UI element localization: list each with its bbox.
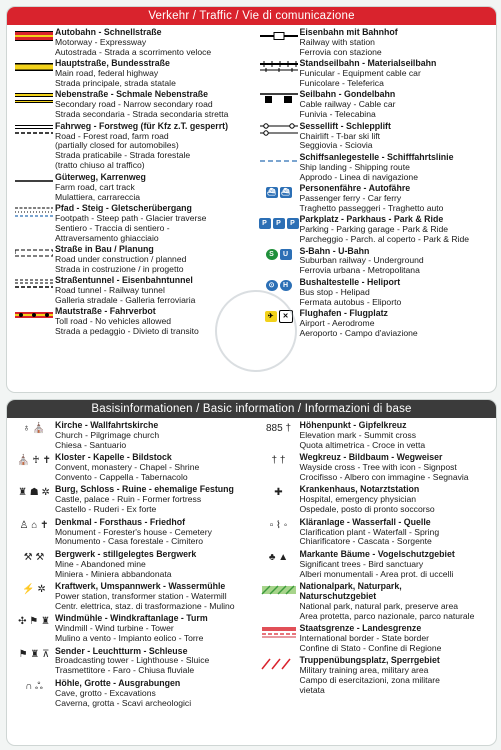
legend-title: Höhenpunkt - Gipfelkreuz [299,420,407,430]
trees-icon [258,551,300,565]
legend-title: Kirche - Wallfahrtskirche [55,420,159,430]
legend-text [55,276,248,306]
legend-title: Truppenübungsplatz, Sperrgebiet [299,655,440,666]
legend-text [55,59,248,89]
convent-icon [13,454,55,468]
legend-line: Parcheggio - Parch. al coperto - Park & Ride [299,234,470,245]
chairlift-icon [258,123,300,137]
monument-glyph-icon: ♙ ⌂ ✝ [19,519,49,531]
legend-line: Miniera - Miniera abbandonata [55,568,172,579]
legend-row-hospital [258,485,493,515]
legend-line: Convent, monastery - Chapel - Shrine [55,462,200,473]
legend-row-sbahn [258,247,493,277]
cave-icon [13,680,55,694]
legend-line: Ferrovia con stazione [299,46,382,57]
legend-title: Kloster - Kapelle - Bildstock [55,452,172,463]
legend-title: Mautstraße - Fahrverbot [55,306,156,317]
monument-icon [13,519,55,533]
legend-text [300,518,493,548]
parking-garage-icon: P [273,218,285,229]
border-icon [258,625,300,639]
legend-row-park [258,582,493,622]
basic-info-header: Basisinformationen / Basic information / Informazioni di base [7,400,496,418]
legend-text [300,309,493,339]
legend-text [300,656,493,696]
legend-row-bus [258,278,493,308]
legend-line: Road under construction / planned [55,253,187,264]
legend-line: Passenger ferry - Car ferry [299,193,402,203]
legend-row-mine [13,550,248,580]
legend-row-military [258,656,493,696]
legend-row-power [13,582,248,612]
road-icon [13,123,55,137]
legend-title: Wegkreuz - Bildbaum - Wegweiser [299,452,443,463]
legend-row-convent [13,453,248,483]
legend-line: Ship landing - Shipping route [299,161,410,172]
legend-row-trees [258,550,493,580]
legend-line: Farm road, cart track [55,181,135,192]
legend-line: (tratto chiuso al traffico) [55,160,145,171]
legend-text [55,679,248,709]
legend-row-motorway [13,28,248,58]
legend-title: S-Bahn - U-Bahn [299,245,370,256]
legend-line: Strada praticabile - Strada forestale [55,150,191,161]
legend-text [300,624,493,654]
ship-icon [258,154,300,168]
legend-line: Campo di esercitazioni, zona militare [299,675,440,686]
legend-title: Straße in Bau / Planung [55,244,154,255]
bus-stop-icon: ⊙ [266,280,278,291]
power-glyph-icon: ⚡ ✲ [22,584,46,596]
legend-title: Güterweg, Karrenweg [55,171,146,182]
legend-line: Mulino a vento - Impianto eolico - Torre [55,633,204,644]
windmill-icon [13,615,55,629]
legend-row-windmill [13,614,248,644]
hospital-icon [258,486,300,500]
legend-title: Personenfähre - Autofähre [299,183,411,194]
legend-line: Suburban railway - Underground [299,255,424,266]
legend-line: Strada principale, strada statale [55,78,176,89]
legend-title: Markante Bäume - Vogelschutzgebiet [299,548,455,559]
legend-line: Crocifisso - Albero con immagine - Segnavia [299,472,469,483]
legend-line: International border - State border [299,633,429,644]
legend-line: Caverna, grotta - Scavi archeologici [55,697,192,708]
legend-title: Nationalpark, Naturpark, [299,581,402,592]
legend-row-clarification [258,518,493,548]
legend-row-ferry [258,184,493,214]
basic-left-column [7,421,252,711]
legend-line: Confine di Stato - Confine di Regione [299,643,442,654]
legend-row-sender [13,647,248,677]
legend-title: Kläranlage - Wasserfall - Quelle [299,516,431,527]
legend-title: Fahrweg - Forstweg (für Kfz z.T. gesperrt) [55,120,229,131]
legend-line: National park, natural park, preserve area [299,600,459,611]
legend-line: Significant trees - Bird sanctuary [299,558,424,569]
legend-line: Military training area, military area [299,665,429,676]
legend-line: Clarification plant - Waterfall - Spring [299,526,440,537]
convent-glyph-icon: ⛪ ♰ ✝ [17,455,51,467]
legend-text [55,453,248,483]
legend-row-toll [13,307,248,337]
legend-row-cablecar [258,90,493,120]
legend-text [55,550,248,580]
legend-line: Footpath - Steep path - Glacier traverse [55,212,207,223]
traffic-header: Verkehr / Traffic / Vie di comunicazione [7,7,496,25]
legend-line: Power station, transformer station - Watermill [55,591,227,601]
airfield-icon: ✕ [279,310,293,323]
legend-text [55,518,248,548]
parking-icon: P [259,218,271,229]
legend-line: Attraversamento ghiacciaio [55,232,159,243]
legend-row-funicular [258,59,493,89]
legend-title: Windmühle - Windkraftanlage - Turm [55,613,208,624]
legend-line: Ospedale, posto di pronto soccorso [299,504,435,515]
wayside-glyph-icon: † † [271,455,286,467]
legend-line: Aeroporto - Campo d'aviazione [299,327,418,338]
legend-text [300,247,493,277]
legend-row-tunnel [13,276,248,306]
motorway-icon [13,29,55,43]
sender-icon [13,648,55,662]
legend-row-parking [258,215,493,245]
basic-info-legend-panel [6,399,497,746]
legend-line: Monumento - Casa forestale - Cimitero [55,536,204,547]
legend-title: Parkplatz - Parkhaus - Park & Ride [299,214,444,225]
legend-row-mainroad [13,59,248,89]
sbahn-icon [258,248,300,262]
secondary-icon [13,91,55,105]
legend-line: Hospital, emergency physician [299,494,417,505]
legend-line: Railway with station [299,36,375,47]
church-glyph-icon: ♁ ⛪ [22,423,46,434]
ferry-icon [258,185,300,199]
legend-line: Road - Forest road, farm road [55,130,169,141]
legend-line: Quota altimetrica - Croce in vetta [299,439,426,450]
legend-text [55,122,248,172]
car-ferry-icon: ⛴ [281,188,290,196]
legend-title: Pfad - Steig - Gletscherübergang [55,202,192,213]
railway-icon [258,29,300,43]
toll-icon [13,308,55,322]
wayside-icon [258,454,300,468]
legend-line: Fermata autobus - Eliporto [299,296,402,307]
legend-line: Castle, palace - Ruin - Former fortress [55,494,202,505]
legend-text [300,90,493,120]
legend-title: Straßentunnel - Eisenbahntunnel [55,275,193,286]
legend-line: Centr. elettrica, staz. di trasformazione - Mulino [55,600,235,611]
windmill-glyph-icon: ✣ ⚑ ♜ [18,616,50,628]
legend-title: Flughafen - Flugplatz [299,307,388,318]
legend-line: Chiesa - Santuario [55,439,127,450]
legend-line: Parking - Parking garage - Park & Ride [299,224,449,235]
legend-line: Chiarificatore - Cascata - Sorgente [299,536,432,547]
legend-line: Galleria stradale - Galleria ferroviaria [55,295,196,306]
traffic-right-column [252,28,497,340]
legend-line: Secondary road - Narrow secondary road [55,99,213,110]
sender-glyph-icon: ⚑ ♜ ⊼ [18,648,50,660]
legend-line: Seggiovia - Sciovia [299,140,373,151]
legend-line: Funicular - Equipment cable car [299,68,421,79]
legend-text [300,215,493,245]
legend-title: Bergwerk - stillgelegtes Bergwerk [55,548,197,559]
peak-glyph-icon: 885 † [265,423,292,434]
legend-line: Wayside cross - Tree with icon - Signpost [299,462,457,473]
legend-text [55,582,248,612]
legend-text [300,582,493,622]
legend-line: Main road, federal highway [55,68,159,79]
legend-title: Schiffsanlegestelle - Schifffahrtslinie [299,151,454,162]
legend-line: Strada a pedaggio - Divieto di transito [55,326,199,337]
legend-text [55,90,248,120]
legend-row-wayside [258,453,493,483]
legend-title: Burg, Schloss - Ruine - ehemalige Festung [55,484,234,495]
legend-line: Cable railway - Cable car [299,99,396,110]
legend-text [55,614,248,644]
legend-text [55,485,248,515]
legend-text [300,485,493,515]
legend-line: Naturschutzgebiet [299,591,377,601]
legend-title: Denkmal - Forsthaus - Friedhof [55,516,186,527]
farm-icon [13,174,55,188]
legend-line: Alberi monumentali - Area prot. di uccelli [299,568,454,579]
legend-line: Chairlift - T-bar ski lift [299,130,381,141]
tunnel-icon [13,277,55,291]
castle-glyph-icon: ♜ ☗ ✲ [18,487,50,499]
legend-title: Nebenstraße - Schmale Nebenstraße [55,89,209,100]
legend-title: Eisenbahn mit Bahnhof [299,27,398,37]
legend-row-castle [13,485,248,515]
legend-line: Approdo - Linea di navigazione [299,171,418,182]
mine-icon [13,551,55,565]
legend-line: Convento - Cappella - Tabernacolo [55,472,188,483]
legend-title: Kraftwerk, Umspannwerk - Wassermühle [55,581,226,592]
legend-text [300,59,493,89]
basic-right-column [252,421,497,711]
legend-line: Broadcasting tower - Lighthouse - Sluice [55,655,210,666]
legend-title: Bushaltestelle - Heliport [299,276,401,287]
globe-watermark-icon [215,290,297,372]
legend-line: Mulattiera, carrareccia [55,191,141,202]
ubahn-icon: U [280,249,292,260]
power-icon [13,583,55,597]
legend-line: vietata [299,685,325,696]
legend-text [300,550,493,580]
legend-line: Toll road - No vehicles allowed [55,316,172,327]
legend-text [55,204,248,244]
legend-title: Hauptstraße, Bundesstraße [55,58,170,69]
legend-text [55,173,248,203]
legend-row-railway [258,28,493,58]
legend-text [300,153,493,183]
church-icon [13,422,55,436]
legend-line: Area protetta, parco nazionale, parco naturale [299,610,475,621]
legend-text [300,122,493,152]
hospital-glyph-icon: ✚ [274,487,283,499]
legend-row-secondary [13,90,248,120]
legend-row-church [13,421,248,451]
legend-line: Strada secondaria - Strada secondaria stretta [55,109,229,120]
legend-text [55,421,248,451]
airport-icon: ✈ [265,311,277,322]
legend-row-monument [13,518,248,548]
legend-line: Sentiero - Traccia di sentiero - [55,222,170,233]
legend-title: Autobahn - Schnellstraße [55,27,162,37]
legend-title: Seilbahn - Gondelbahn [299,89,396,100]
path-icon [13,205,55,219]
legend-row-cave [13,679,248,709]
funicular-icon [258,60,300,74]
mine-glyph-icon: ⚒ ⚒ [23,551,45,563]
military-icon [258,657,300,671]
mainroad-icon [13,60,55,74]
legend-line: Strada in costruzione / in progetto [55,263,184,274]
legend-line: Road tunnel - Railway tunnel [55,285,165,296]
helipad-icon: H [280,280,292,291]
legend-line: Motorway - Expressway [55,36,147,47]
legend-line: Trasmettitore - Faro - Chiusa fluviale [55,665,195,676]
legend-line: Funivia - Telecabina [299,109,376,120]
legend-line: Bus stop - Helipad [299,286,370,297]
legend-row-farm [13,173,248,203]
castle-icon [13,486,55,500]
trees-glyph-icon: ♣ ▲ [268,551,289,563]
legend-row-construction [13,245,248,275]
legend-title: Krankenhaus, Notarztstation [299,484,420,495]
construction-icon [13,246,55,260]
cave-glyph-icon: ∩ ஃ [25,680,43,692]
legend-text [55,245,248,275]
legend-title: Sender - Leuchtturm - Schleuse [55,645,188,656]
legend-text [300,453,493,483]
parking-icon [258,216,300,230]
legend-line: Elevation mark - Summit cross [299,429,417,440]
legend-line: Windmill - Wind turbine - Tower [55,623,174,634]
legend-line: Ferrovia urbana - Metropolitana [299,265,420,276]
legend-row-chairlift [258,122,493,152]
legend-row-peak [258,421,493,451]
legend-line: (partially closed for automobiles) [55,140,179,151]
traffic-left-column [7,28,252,340]
legend-title: Höhle, Grotte - Ausgrabungen [55,677,181,688]
legend-line: Church - Pilgrimage church [55,429,160,440]
legend-line: Mine - Abandoned mine [55,558,146,569]
legend-line: Funicolare - Teleferica [299,78,384,89]
legend-text [300,421,493,451]
legend-row-path [13,204,248,244]
legend-title: Staatsgrenze - Landesgrenze [299,623,422,634]
legend-line: Cave, grotto - Excavations [55,687,156,698]
legend-row-ship [258,153,493,183]
legend-row-border [258,624,493,654]
legend-text [300,184,493,214]
peak-icon [258,422,300,436]
cablecar-icon [258,91,300,105]
legend-title: Sessellift - Schlepplift [299,120,391,131]
legend-text [55,28,248,58]
legend-row-road [13,122,248,172]
ferry-icon: ⛴ [267,188,276,196]
clarification-icon [258,519,300,533]
legend-text [300,28,493,58]
clarification-glyph-icon: ▫ ⌇ ◦ [269,519,288,531]
sbahn-icon: S [266,249,278,260]
legend-text [55,647,248,677]
legend-title: Standseilbahn - Materialseilbahn [299,58,437,69]
park-icon [258,583,300,597]
legend-line: Autostrada - Strada a scorrimento veloce [55,46,212,57]
legend-line: Monument - Forester's house - Cemetery [55,526,212,537]
park-ride-icon: P [287,218,299,229]
legend-text [300,278,493,308]
legend-line: Traghetto passeggeri - Traghetto auto [299,202,444,213]
legend-line: Airport - Aerodrome [299,317,375,328]
legend-line: Castello - Ruderi - Ex forte [55,504,157,515]
